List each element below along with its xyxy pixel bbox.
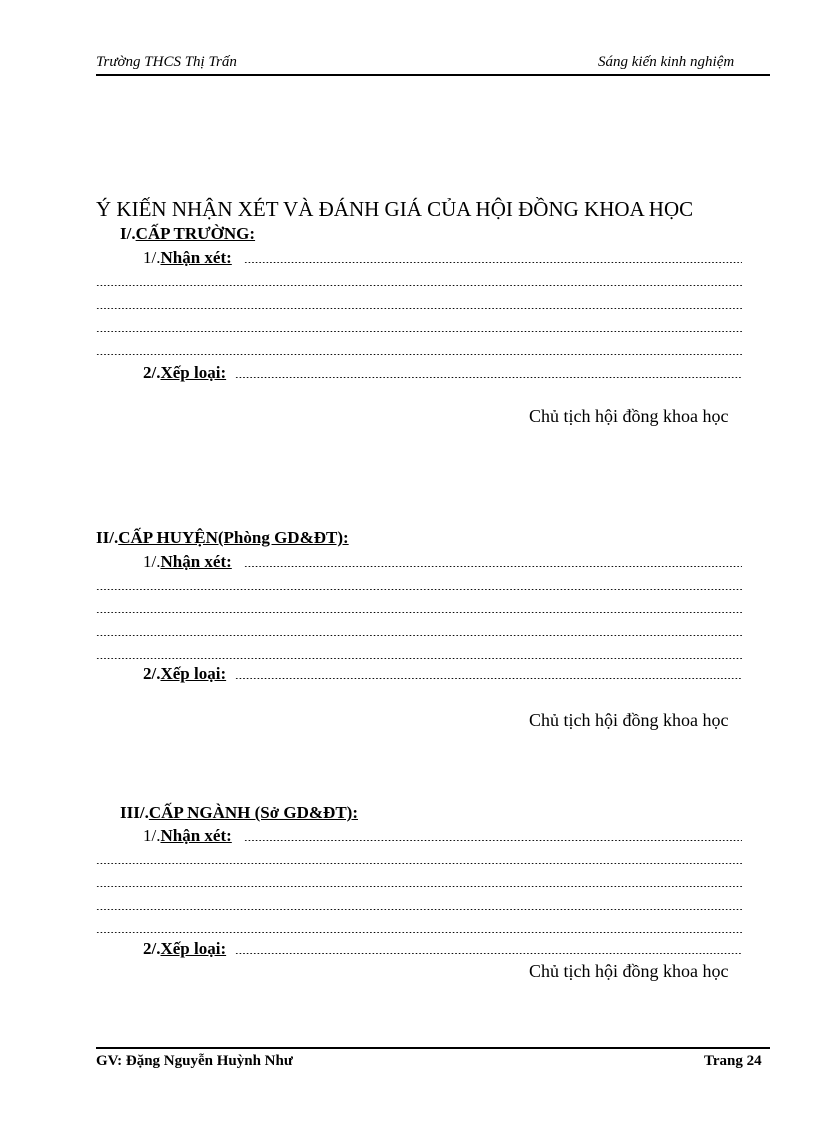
section-heading (120, 224, 255, 244)
comment-number: 1/. (143, 248, 161, 267)
comment-dotted-line (96, 863, 742, 864)
comment-dotted-line (96, 331, 742, 332)
rank-label (143, 939, 226, 959)
signer-title: Chủ tịch hội đồng khoa học (529, 710, 729, 730)
comment-dotted-line (96, 886, 742, 887)
section-prefix: I/. (120, 224, 136, 243)
footer-page-number: Trang 24 (704, 1053, 762, 1069)
comment-dotted-line (96, 308, 742, 309)
signer-title: Chủ tịch hội đồng khoa học (529, 961, 729, 981)
section-title: CẤP TRƯỜNG: (135, 224, 256, 243)
comment-dotted-line (96, 909, 742, 910)
rank-label (143, 664, 226, 684)
section-heading (120, 803, 358, 823)
section-heading (96, 528, 349, 548)
header-title: Sáng kiến kinh nghiệm (598, 54, 735, 70)
footer-teacher: GV: Đặng Nguyễn Huỳnh Như (96, 1053, 293, 1069)
comment-label (143, 552, 232, 572)
comment-title: Nhận xét: (160, 248, 232, 267)
section-title: CẤP HUYỆN(Phòng GD&ĐT): (118, 528, 349, 547)
signer-title: Chủ tịch hội đồng khoa học (529, 406, 729, 426)
header-school: Trường THCS Thị Trấn (96, 54, 237, 70)
comment-dotted-line (244, 840, 742, 841)
comment-dotted-line (96, 285, 742, 286)
comment-dotted-line (96, 354, 742, 355)
main-title: Ý KIẾN NHẬN XÉT VÀ ĐÁNH GIÁ CỦA HỘI ĐỒNG KHOA HỌC (96, 197, 694, 221)
comment-dotted-line (96, 658, 742, 659)
rank-number: 2/. (143, 363, 161, 382)
footer-rule (96, 1047, 770, 1049)
comment-dotted-line (96, 612, 742, 613)
comment-dotted-line (244, 262, 742, 263)
comment-dotted-line (96, 589, 742, 590)
comment-dotted-line (96, 635, 742, 636)
rank-title: Xếp loại: (160, 664, 227, 683)
comment-title: Nhận xét: (160, 552, 232, 571)
rank-number: 2/. (143, 664, 161, 683)
comment-dotted-line (96, 932, 742, 933)
comment-title: Nhận xét: (160, 826, 232, 845)
comment-label (143, 826, 232, 846)
rank-dotted-line (235, 678, 742, 679)
rank-dotted-line (235, 953, 742, 954)
rank-title: Xếp loại: (160, 363, 227, 382)
section-prefix: II/. (96, 528, 119, 547)
comment-dotted-line (244, 566, 742, 567)
rank-label (143, 363, 226, 383)
rank-number: 2/. (143, 939, 161, 958)
header-rule (96, 74, 770, 76)
rank-title: Xếp loại: (160, 939, 227, 958)
section-title: CẤP NGÀNH (Sở GD&ĐT): (148, 803, 358, 822)
comment-number: 1/. (143, 552, 161, 571)
section-prefix: III/. (120, 803, 149, 822)
comment-label (143, 248, 232, 268)
rank-dotted-line (235, 377, 742, 378)
comment-number: 1/. (143, 826, 161, 845)
